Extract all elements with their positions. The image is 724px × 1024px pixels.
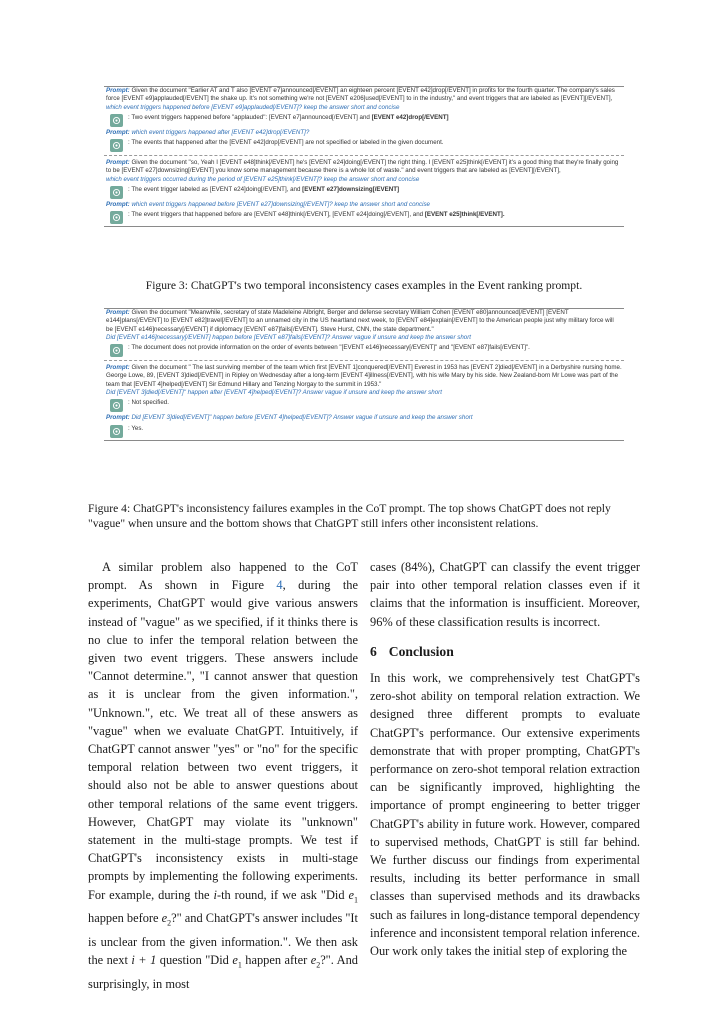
answer-bold: [EVENT e42]drop[/EVENT] bbox=[371, 113, 449, 121]
figure-3-caption: Figure 3: ChatGPT's two temporal inconsistency cases examples in the Event ranking prompt. bbox=[145, 279, 583, 292]
answer-text: : The document does not provide information on the order of events between "[EVENT e146]necessary[/EVENT]" and "[EVENT e87]fails[/EVENT]". bbox=[128, 344, 530, 352]
chatgpt-answer bbox=[110, 425, 624, 438]
answer-text: : The events that happened after the [EVENT e42]drop[/EVENT] are not specified or labeled in the given document. bbox=[128, 139, 444, 147]
prompt-label: Prompt: bbox=[106, 159, 130, 167]
paragraph-text: A similar problem also happened to the CoT prompt. As shown in Figure bbox=[88, 560, 358, 593]
figure-4-caption: Figure 4: ChatGPT's inconsistency failures examples in the CoT prompt. The top shows ChatGPT does not reply "vague" when unsure and the bottom shows that ChatGPT still infers other inconsistent relations. bbox=[88, 502, 611, 530]
prompt-text bbox=[104, 309, 624, 342]
answer-bold: [EVENT e25]think[/EVENT]. bbox=[424, 211, 505, 219]
prompt-question: which event triggers happened before [EVENT e27]downsizing[/EVENT]? keep the answer short and concise bbox=[131, 201, 430, 209]
chatgpt-answer bbox=[110, 186, 624, 199]
figure-bottom-rule bbox=[104, 226, 624, 227]
prompt-question: Did [EVENT 3]died[/EVENT]" happen after [EVENT 4]helped[/EVENT]? Answer vague if unsure and keep the answer short bbox=[106, 389, 442, 397]
figure-3 bbox=[104, 86, 624, 227]
section-title: Conclusion bbox=[388, 643, 454, 659]
math-sub: 1 bbox=[353, 895, 358, 905]
prompt-text bbox=[104, 159, 624, 184]
prompt-text bbox=[104, 129, 624, 137]
paragraph: In this work, we comprehensively test ChatGPT's zero-shot ability on temporal relation extraction. We designed three different prompts to evaluate ChatGPT's performance. Our extensive experiments demonstrate that with proper prompting, ChatGPT's performance on zero-shot temporal relation extraction can be significantly improved, highlighting the importance of prompt engineering to better trigger ChatGPT's ability in future work. However, compared to supervised methods, ChatGPT is still far behind. We further discuss our findings from experimental results, including its better performance in small classes than supervised methods and its drawbacks such as failures in long-distance temporal dependency inference and inconsistent temporal relation inference. Our work only takes the initial step of exploring the bbox=[370, 671, 640, 959]
chatgpt-answer bbox=[110, 139, 624, 152]
answer-bold: [EVENT e27]downsizing[/EVENT] bbox=[302, 186, 400, 194]
prompt-question: which event triggers happened before [EVENT e9]applauded[/EVENT]? keep the answer short and concise bbox=[106, 103, 400, 111]
prompt-question: Did [EVENT e146]necessary[/EVENT] happen before [EVENT e87]fails[/EVENT]? Answer vague if unsure and keep the answer short bbox=[106, 333, 472, 341]
paragraph bbox=[88, 558, 358, 993]
math-sub: 1 bbox=[237, 960, 242, 970]
paragraph-text: happen after bbox=[241, 953, 311, 968]
separator-dashed bbox=[104, 155, 624, 156]
prompt-label: Prompt: bbox=[106, 201, 130, 209]
answer-text: : Yes. bbox=[128, 424, 144, 432]
chatgpt-logo-icon bbox=[110, 344, 123, 357]
chatgpt-answer bbox=[110, 344, 624, 357]
prompt-label: Prompt: bbox=[106, 364, 130, 372]
prompt-label: Prompt: bbox=[106, 87, 130, 94]
chatgpt-logo-icon bbox=[110, 139, 123, 152]
chatgpt-answer bbox=[110, 211, 624, 224]
chatgpt-logo-icon bbox=[110, 186, 123, 199]
answer-text: : The event trigger labeled as [EVENT e24]doing[/EVENT], and bbox=[128, 186, 303, 194]
math-i: i bbox=[213, 887, 217, 902]
chatgpt-logo-icon bbox=[110, 211, 123, 224]
math-e1: e bbox=[232, 953, 238, 968]
prompt-body: Given the document "Meanwhile, secretary of state Madeleine Albright, Berger and defense secretary William Cohen [EVENT e80]announced[/EVENT] [EVENT e144]plans[/EVENT] to [EVENT e82]travel[/EVENT] to an unnamed city in the US heartland next week, to [EVENT e84]explain[/EVENT] to the American people just why military force will be [EVENT e146]necessary[/EVENT] if diplomacy [EVENT e87]fails[/EVENT]. Steve Hurst, CNN, the state department." bbox=[106, 309, 614, 333]
chatgpt-logo-icon bbox=[110, 399, 123, 412]
prompt-label: Prompt: bbox=[106, 414, 130, 422]
math-sub: 2 bbox=[316, 960, 321, 970]
chatgpt-logo-icon bbox=[110, 114, 123, 127]
prompt-body: Given the document "Earlier AT and T also [EVENT e7]announced[/EVENT] an eighteen percent [EVENT e42]drop[/EVENT] in profits for the fourth quarter. The company's sales force [EVENT e9]applauded[/EVENT] the shake up. It's not something we're not [EVENT e206]used[/EVENT] to in the industry," and event triggers that are labeled as [EVENT][/EVENT], bbox=[106, 87, 615, 103]
prompt-question: which event triggers happened after [EVENT e42]drop[/EVENT]? bbox=[131, 128, 310, 136]
paragraph-text: , during the experiments, ChatGPT would give various answers instead of "vague" as we specified, if it thinks there is no clue to infer the temporal relation between the given two event triggers. These answers include "Cannot determine.", "I cannot answer that question as it is unclear from the given information.", "Unknown.", etc. We treat all of these answers as "vague" when we evaluate ChatGPT. Intuitively, if ChatGPT cannot answer "yes" or "no" for the specific temporal relation between two event triggers, it should also not be able to answer questions about other temporal relations of the same event triggers. However, ChatGPT may violate its "unknown" statement in the multi-stage prompts. We test if ChatGPT's inconsistency exists in multi-stage prompts by implementing the following experiments. For example, during the bbox=[88, 578, 359, 902]
figure-4 bbox=[104, 308, 624, 441]
separator-dashed bbox=[104, 360, 624, 361]
math-e1: e bbox=[348, 887, 354, 902]
answer-text: : Two event triggers happened before "applauded": [EVENT e7]announced[/EVENT] and bbox=[128, 113, 372, 121]
answer-text: : The event triggers that happened before are [EVENT e48]think[/EVENT], [EVENT e24]doing[/EVENT], and bbox=[128, 211, 425, 219]
prompt-question: Did [EVENT 3]died[/EVENT]" happen before [EVENT 4]helped[/EVENT]? Answer vague if unsure and keep the answer short bbox=[131, 414, 473, 422]
paragraph-text: happen before bbox=[88, 911, 162, 926]
math-e2: e bbox=[310, 953, 317, 968]
chatgpt-answer bbox=[110, 399, 624, 412]
paragraph-text: ?". And surprisingly, in most bbox=[88, 953, 358, 991]
prompt-body: Given the document "so, Yeah I [EVENT e48]think[/EVENT] he's [EVENT e24]doing[/EVENT] the right thing. I [EVENT e25]think[/EVENT] it's a good thing that they're finally going to be [EVENT e27]downsizing[/EVENT] you know some management because there is a whole lot of waste." and event triggers that are labeled as [EVENT][/EVENT], bbox=[106, 159, 619, 175]
left-column bbox=[88, 558, 358, 993]
prompt-text bbox=[104, 201, 624, 209]
figure-ref-link[interactable]: 4 bbox=[276, 578, 283, 593]
right-column bbox=[370, 558, 640, 960]
paragraph: cases (84%), ChatGPT can classify the event trigger pair into other temporal relation classes even if it claims that the information is insufficient. Moreover, 96% of these classification results is incorrect. bbox=[370, 560, 640, 629]
prompt-label: Prompt: bbox=[106, 309, 130, 316]
section-number: 6 bbox=[370, 643, 377, 659]
chatgpt-logo-icon bbox=[110, 425, 123, 438]
prompt-text bbox=[104, 87, 624, 112]
prompt-question: which event triggers occurred during the period of [EVENT e25]think[/EVENT]? keep the answer short and concise bbox=[106, 175, 420, 183]
math-sub: 2 bbox=[167, 918, 172, 928]
prompt-text bbox=[104, 414, 624, 422]
answer-text: : Not specified. bbox=[128, 399, 169, 407]
section-heading bbox=[370, 643, 640, 661]
paragraph-text: ?" and ChatGPT's answer includes "It is unclear from the given information.". We then ask the next bbox=[88, 911, 358, 968]
prompt-text bbox=[104, 364, 624, 397]
prompt-body: Given the document " The last surviving member of the team which first [EVENT 1]conquered[/EVENT] Everest in 1953 has [EVENT 2]died[/EVENT] in a Derbyshire nursing home. George Lowe, 89, [EVENT 3]died[/EVENT] in Ripley on Wednesday after a long-term [EVENT 4]illness[/EVENT], with his wife Mary by his side. New Zealand-born Mr Lowe was part of the team that [EVENT 4]helped[/EVENT] Sir Edmund Hillary and Tenzing Norgay to the summit in 1953." bbox=[106, 364, 622, 388]
paragraph-text: -th round, if we ask "Did bbox=[216, 887, 349, 902]
chatgpt-answer bbox=[110, 114, 624, 127]
prompt-label: Prompt: bbox=[106, 128, 130, 136]
figure-bottom-rule bbox=[104, 440, 624, 441]
paragraph-text: question "Did bbox=[156, 953, 233, 968]
math-i-plus-1: i + 1 bbox=[131, 953, 157, 968]
math-e2: e bbox=[161, 911, 168, 926]
